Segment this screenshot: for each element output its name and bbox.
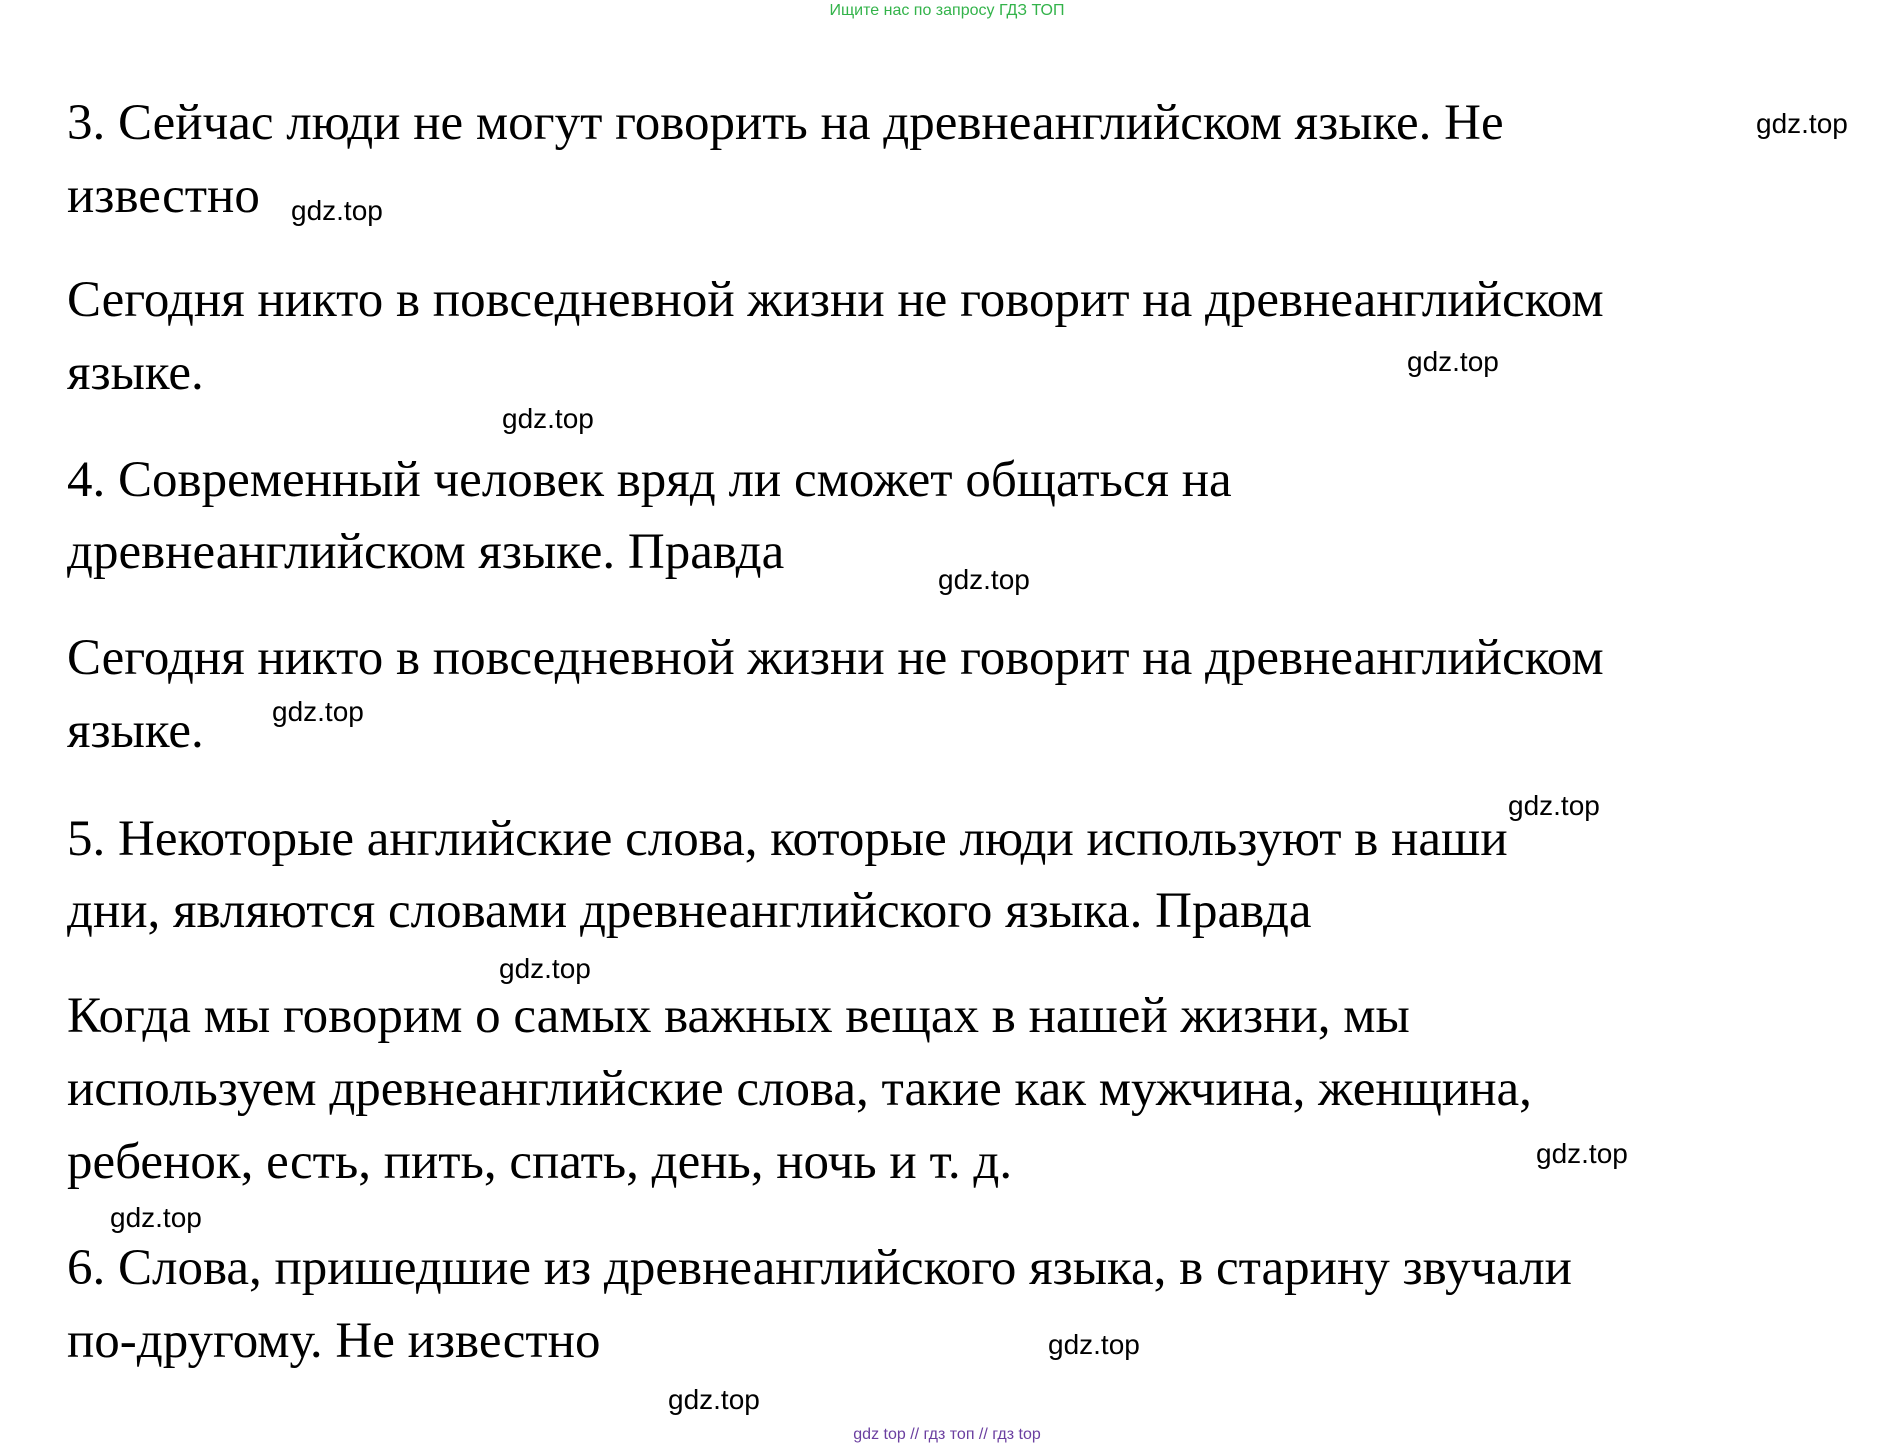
watermark: gdz.top (1536, 1138, 1628, 1169)
question-6-line-2: по-другому. Не известно (67, 1313, 601, 1369)
question-3-line-1: 3. Сейчас люди не могут говорить на древнеанглийском языке. Не (67, 95, 1504, 151)
answer-4-line-2: языке. (67, 703, 204, 759)
watermark: gdz.top (1048, 1329, 1140, 1360)
question-5-line-2: дни, являются словами древнеанглийского языка. Правда (67, 883, 1312, 939)
question-3-line-2: известно (67, 168, 260, 224)
answer-5-line-3: ребенок, есть, пить, спать, день, ночь и т. д. (67, 1134, 1013, 1190)
watermark: gdz.top (1756, 108, 1848, 139)
answer-5-line-2: используем древнеанглийские слова, такие как мужчина, женщина, (67, 1061, 1532, 1117)
watermark: gdz.top (668, 1384, 760, 1415)
watermark: gdz.top (938, 564, 1030, 595)
answer-3-line-2: языке. (67, 345, 204, 401)
answer-4-line-1: Сегодня никто в повседневной жизни не говорит на древнеанглийском (67, 630, 1604, 686)
watermark: gdz.top (502, 403, 594, 434)
answer-5-line-1: Когда мы говорим о самых важных вещах в нашей жизни, мы (67, 988, 1410, 1044)
question-4-line-1: 4. Современный человек вряд ли сможет общаться на (67, 452, 1232, 508)
watermark: gdz.top (272, 696, 364, 727)
watermark: gdz.top (110, 1202, 202, 1233)
footer-links: gdz top // гдз топ // гдз top (853, 1426, 1041, 1443)
watermark: gdz.top (1407, 346, 1499, 377)
question-4-line-2: древнеанглийском языке. Правда (67, 524, 785, 580)
question-5-line-1: 5. Некоторые английские слова, которые люди используют в наши (67, 811, 1508, 867)
watermark: gdz.top (499, 953, 591, 984)
search-banner: Ищите нас по запросу ГДЗ ТОП (829, 2, 1065, 19)
question-6-line-1: 6. Слова, пришедшие из древнеанглийского языка, в старину звучали (67, 1240, 1572, 1296)
watermark: gdz.top (1508, 790, 1600, 821)
watermark: gdz.top (291, 195, 383, 226)
answer-3-line-1: Сегодня никто в повседневной жизни не говорит на древнеанглийском (67, 272, 1604, 328)
